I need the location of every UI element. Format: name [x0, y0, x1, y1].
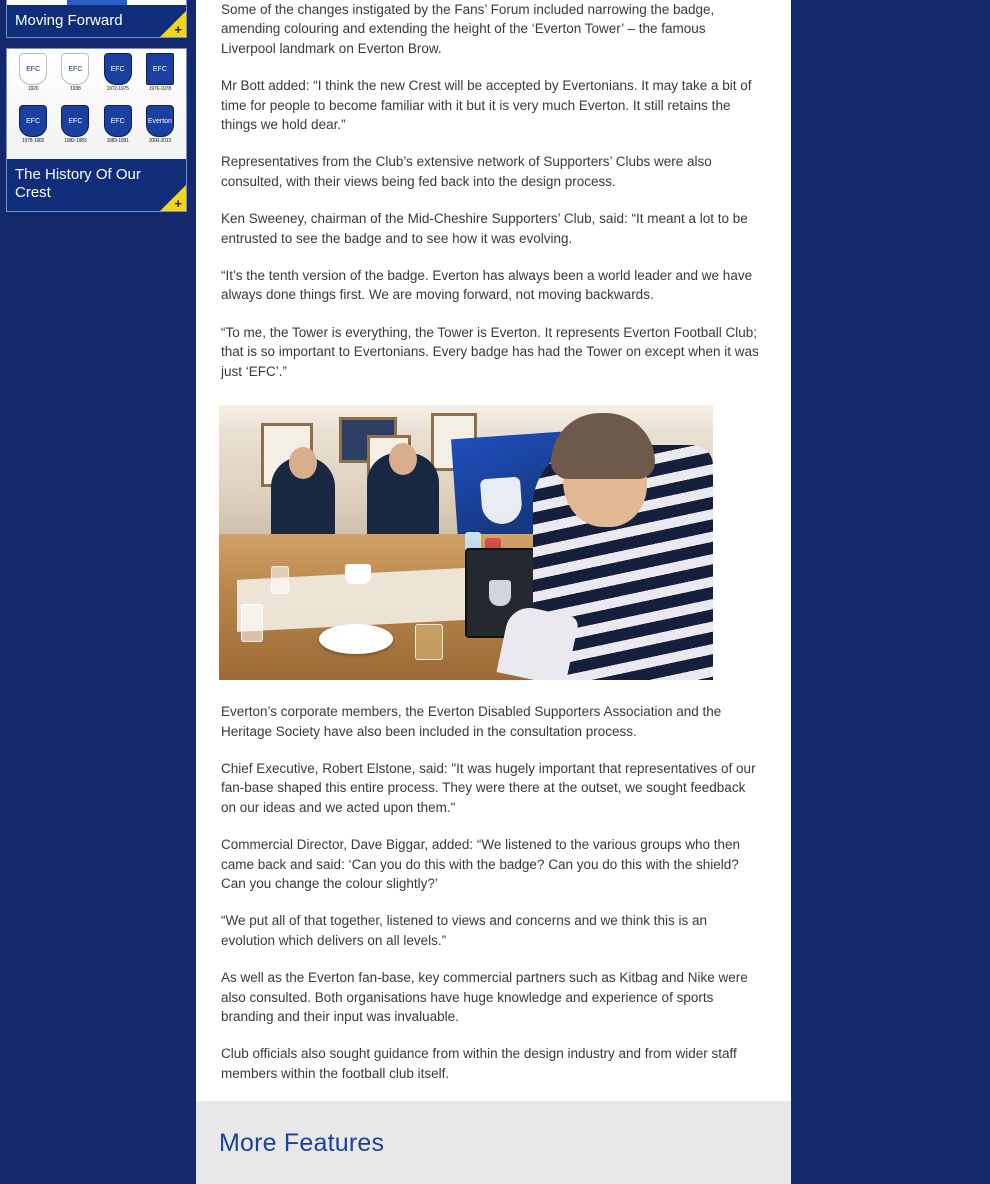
- promo-label: Moving Forward: [7, 5, 186, 38]
- photo-cup: [345, 564, 371, 584]
- crest-icon: [19, 53, 47, 85]
- crest-year: 1976-1978: [148, 86, 171, 92]
- sidebar: [0, 0, 196, 1184]
- crest-icon: [61, 53, 89, 85]
- shirt-icon: [67, 0, 127, 5]
- crest-year: 1920: [27, 86, 39, 92]
- crest-year: 1983-1991: [106, 138, 129, 144]
- crest-grid: [7, 49, 186, 159]
- article-body: [196, 0, 791, 381]
- crest-year: 2000-2013: [148, 138, 171, 144]
- crest-icon: [104, 53, 132, 85]
- photo-glass: [271, 566, 289, 594]
- right-gutter: [791, 0, 990, 1184]
- photo-glass: [241, 604, 263, 642]
- sidebar-promo-history-of-our-crest[interactable]: [6, 48, 187, 212]
- crest-item: [140, 53, 180, 103]
- crest-icon: [19, 105, 47, 137]
- photo-plate: [319, 624, 393, 654]
- crest-item: [55, 105, 95, 155]
- article-paragraph: “It’s the tenth version of the badge. Everton has always been a world leader and we have always done things first. We are moving forward, not moving backwards.: [221, 268, 753, 303]
- crest-item: [55, 53, 95, 103]
- crest-year: 1972-1975: [106, 86, 129, 92]
- crest-icon: [489, 580, 511, 606]
- crest-item: [13, 53, 53, 103]
- article-paragraph: Some of the changes instigated by the Fans’ Forum included narrowing the badge, amending colouring and extending the height of the ‘Everton Tower’ – the famous Liverpool landmark on Everton Brow.: [221, 2, 715, 56]
- crest-item: [98, 53, 138, 103]
- article-paragraph: Representatives from the Club’s extensive network of Supporters’ Clubs were also consulted, with their views being fed back into the design process.: [221, 154, 712, 189]
- crest-text: EFC: [26, 65, 41, 73]
- crest-text: EFC: [110, 65, 125, 73]
- crest-item: [13, 105, 53, 155]
- crest-icon: [146, 53, 174, 85]
- article-body-continued: [196, 702, 791, 1083]
- promo-thumbnail-crests: [7, 49, 186, 159]
- article-paragraph: Club officials also sought guidance from within the design industry and from wider staff members within the football club itself.: [221, 1046, 737, 1081]
- corner-flag: [160, 185, 186, 211]
- article-paragraph: Chief Executive, Robert Elstone, said: "It was hugely important that representatives of our fan-base shaped this entire process. They were there at the outset, we sought feedback on our ideas and we acted upon them.": [221, 760, 756, 815]
- photo-person-head: [389, 443, 417, 475]
- crest-icon: [104, 105, 132, 137]
- promo-label: The History Of Our Crest: [7, 159, 186, 211]
- crest-text: EFC: [26, 117, 41, 125]
- promo-thumbnail-shirt: [7, 0, 186, 5]
- crest-year: 1978-1982: [22, 138, 45, 144]
- crest-text: Everton: [147, 117, 172, 125]
- plus-icon[interactable]: +: [174, 22, 182, 37]
- article: [196, 0, 791, 1184]
- article-paragraph: Commercial Director, Dave Biggar, added: “We listened to the various groups who then came back and said: ‘Can you do this with the badge? Can you do this with the shield? Can you change the colour slightly?’: [221, 837, 741, 891]
- crest-icon: [61, 105, 89, 137]
- crest-icon: [146, 105, 174, 137]
- more-features-section: [196, 1101, 791, 1184]
- crest-year: 1938: [70, 86, 81, 92]
- crest-text: EFC: [110, 117, 125, 125]
- plus-icon[interactable]: +: [174, 196, 182, 211]
- crest-year: 1982-1983: [64, 138, 87, 144]
- crest-item: [140, 105, 180, 155]
- article-paragraph: As well as the Everton fan-base, key commercial partners such as Kitbag and Nike were also consulted. Both organisations have huge knowledge and experience of sports branding and their input was invaluable.: [221, 970, 748, 1024]
- article-paragraph: “We put all of that together, listened to views and concerns and we think this is an evolution which delivers on all levels.”: [221, 913, 708, 948]
- crest-item: [98, 105, 138, 155]
- more-features-title: More Features: [219, 1129, 385, 1158]
- article-paragraph: Mr Bott added: “I think the new Crest will be accepted by Evertonians. It may take a bit of time for people to become familiar with it but it is very much Everton. It still retains the things we hold dear.”: [221, 78, 752, 133]
- corner-flag: [160, 11, 186, 37]
- crest-text: EFC: [152, 65, 167, 73]
- crest-text: EFC: [68, 65, 83, 73]
- photo-person-head: [289, 447, 317, 479]
- article-paragraph: “To me, the Tower is everything, the Tower is Everton. It represents Everton Football Club; that is so important to Evertonians. Every badge has had the Tower on except when it was just ‘EFC’.”: [221, 324, 759, 379]
- article-paragraph: Everton’s corporate members, the Everton Disabled Supporters Association and the Heritage Society have also been included in the consultation process.: [221, 704, 722, 739]
- photo-glass: [415, 624, 443, 660]
- crest-text: EFC: [68, 117, 83, 125]
- sidebar-promo-moving-forward[interactable]: [6, 0, 187, 38]
- article-photo: [219, 405, 713, 680]
- article-paragraph: Ken Sweeney, chairman of the Mid-Cheshire Supporters’ Club, said: “It meant a lot to be entrusted to see the badge and to see how it was evolving.: [221, 211, 748, 246]
